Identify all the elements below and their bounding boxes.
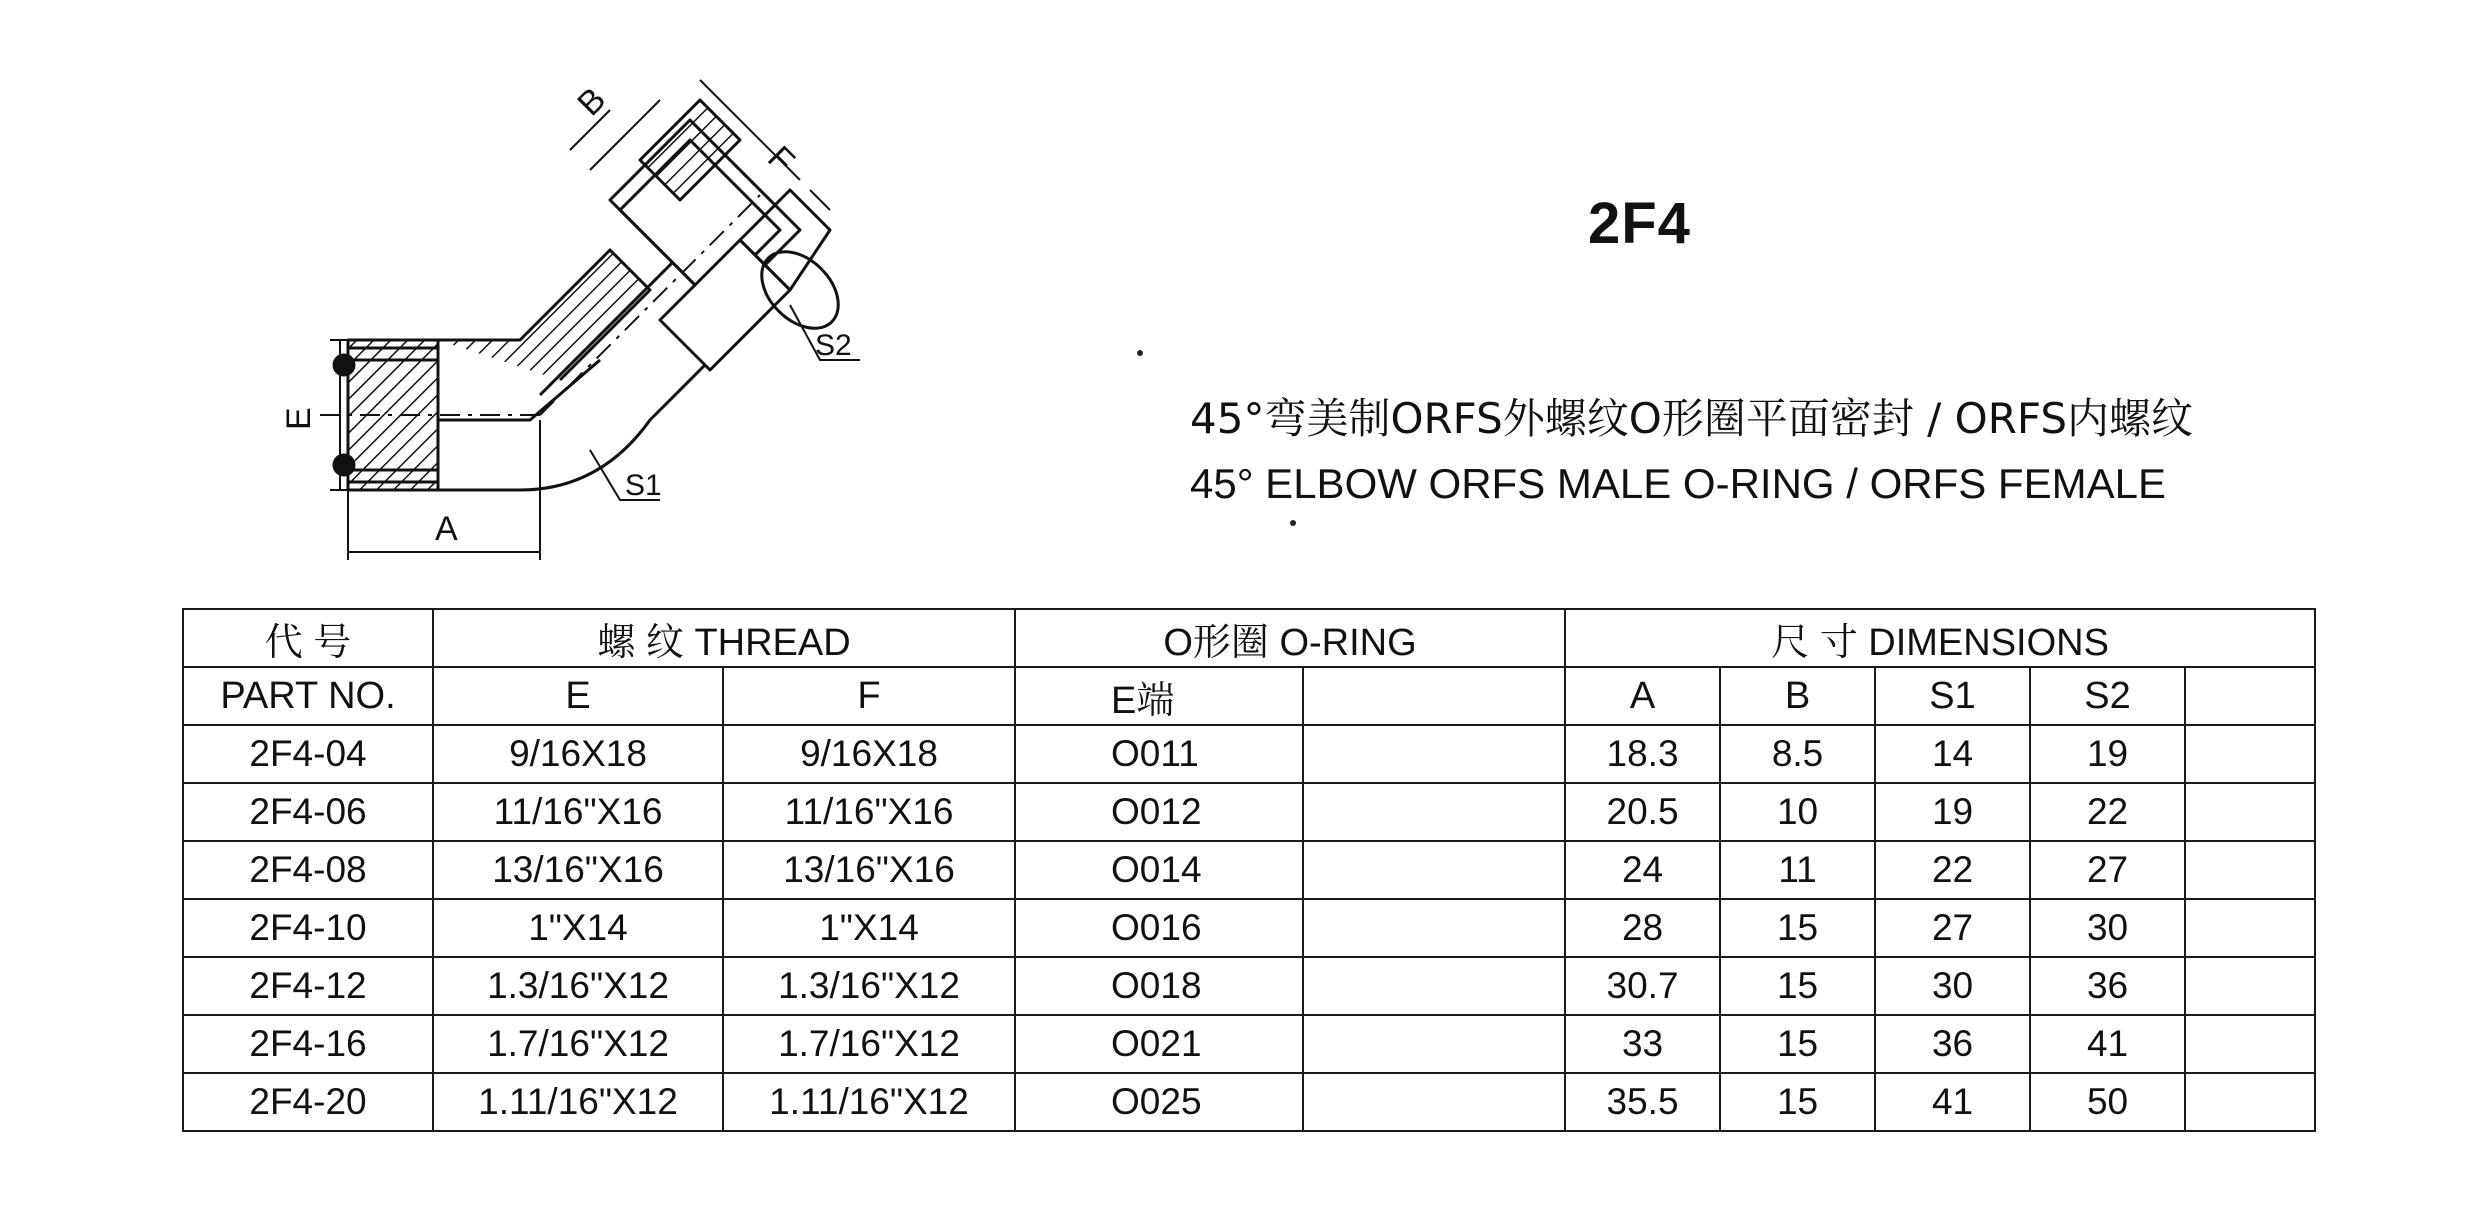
- cell-s2: 19: [2030, 725, 2185, 783]
- cell-extra: [2185, 1015, 2315, 1073]
- cell-extra: [2185, 1073, 2315, 1131]
- cell-e: 9/16X18: [433, 725, 723, 783]
- cell-a: 33: [1565, 1015, 1720, 1073]
- cell-extra: [2185, 841, 2315, 899]
- cell-part: 2F4-04: [183, 725, 433, 783]
- header-s2: S2: [2030, 667, 2185, 725]
- cell-b: 15: [1720, 957, 1875, 1015]
- cell-s2: 50: [2030, 1073, 2185, 1131]
- cell-e: 11/16"X16: [433, 783, 723, 841]
- cell-oring: O012: [1015, 783, 1303, 841]
- cell-f: 11/16"X16: [723, 783, 1015, 841]
- label-s2: S2: [815, 329, 852, 362]
- cell-e: 13/16"X16: [433, 841, 723, 899]
- cell-s1: 19: [1875, 783, 2030, 841]
- scan-speck: [1290, 520, 1296, 526]
- cell-extra: [2185, 899, 2315, 957]
- cell-f: 1.3/16"X12: [723, 957, 1015, 1015]
- cell-oring: O011: [1015, 725, 1303, 783]
- label-f: F: [760, 138, 802, 181]
- cell-s2: 30: [2030, 899, 2185, 957]
- table-row: [183, 1015, 2315, 1073]
- cell-extra: [2185, 783, 2315, 841]
- cell-b: 8.5: [1720, 725, 1875, 783]
- cell-part: 2F4-08: [183, 841, 433, 899]
- table-row: [183, 957, 2315, 1015]
- header-s1: S1: [1875, 667, 2030, 725]
- cell-a: 35.5: [1565, 1073, 1720, 1131]
- o-ring-top: [334, 355, 354, 375]
- cell-f: 13/16"X16: [723, 841, 1015, 899]
- header-oring-blank: [1303, 667, 1565, 725]
- cell-e: 1.3/16"X12: [433, 957, 723, 1015]
- cell-oring-extra: [1303, 725, 1565, 783]
- cell-f: 1"X14: [723, 899, 1015, 957]
- cell-b: 11: [1720, 841, 1875, 899]
- header-part-no: PART NO.: [183, 667, 433, 725]
- label-b: B: [570, 80, 614, 124]
- cell-a: 30.7: [1565, 957, 1720, 1015]
- cell-s1: 30: [1875, 957, 2030, 1015]
- cell-oring-extra: [1303, 1073, 1565, 1131]
- cell-s1: 22: [1875, 841, 2030, 899]
- cell-e: 1.11/16"X12: [433, 1073, 723, 1131]
- cell-e: 1.7/16"X12: [433, 1015, 723, 1073]
- table-row: [183, 725, 2315, 783]
- table-row: [183, 841, 2315, 899]
- cell-oring: O025: [1015, 1073, 1303, 1131]
- cell-s1: 41: [1875, 1073, 2030, 1131]
- cell-s1: 36: [1875, 1015, 2030, 1073]
- cell-part: 2F4-16: [183, 1015, 433, 1073]
- group-header-row: [183, 609, 2315, 667]
- cell-s2: 41: [2030, 1015, 2185, 1073]
- cell-a: 20.5: [1565, 783, 1720, 841]
- header-e-end: E端: [1015, 667, 1303, 725]
- table-row: [183, 783, 2315, 841]
- cell-s2: 36: [2030, 957, 2185, 1015]
- product-title-en: 45° ELBOW ORFS MALE O-RING / ORFS FEMALE: [1190, 460, 2166, 507]
- cell-s2: 27: [2030, 841, 2185, 899]
- header-f: F: [723, 667, 1015, 725]
- cell-s1: 14: [1875, 725, 2030, 783]
- cell-part: 2F4-06: [183, 783, 433, 841]
- cell-s2: 22: [2030, 783, 2185, 841]
- cell-b: 10: [1720, 783, 1875, 841]
- header-dim-blank: [2185, 667, 2315, 725]
- header-part-cn: 代 号: [183, 609, 433, 667]
- scan-speck: [1137, 350, 1143, 356]
- product-code: 2F4: [1588, 191, 1691, 256]
- cell-oring: O018: [1015, 957, 1303, 1015]
- o-ring-bottom: [334, 455, 354, 475]
- table-row: [183, 899, 2315, 957]
- cell-oring-extra: [1303, 783, 1565, 841]
- header-oring: O形圈 O-RING: [1015, 609, 1565, 667]
- cell-f: 1.11/16"X12: [723, 1073, 1015, 1131]
- cell-oring: O021: [1015, 1015, 1303, 1073]
- cell-part: 2F4-20: [183, 1073, 433, 1131]
- cell-e: 1"X14: [433, 899, 723, 957]
- fitting-drawing: [0, 0, 1000, 600]
- cell-s1: 27: [1875, 899, 2030, 957]
- label-e: E: [280, 407, 318, 430]
- cell-b: 15: [1720, 1015, 1875, 1073]
- cell-oring-extra: [1303, 1015, 1565, 1073]
- cell-f: 9/16X18: [723, 725, 1015, 783]
- cell-oring: O016: [1015, 899, 1303, 957]
- header-dimensions: 尺 寸 DIMENSIONS: [1565, 609, 2315, 667]
- sub-header-row: [183, 667, 2315, 725]
- header-a: A: [1565, 667, 1720, 725]
- label-a: A: [435, 510, 458, 548]
- cell-part: 2F4-10: [183, 899, 433, 957]
- cell-oring-extra: [1303, 841, 1565, 899]
- header-thread: 螺 纹 THREAD: [433, 609, 1015, 667]
- cell-a: 24: [1565, 841, 1720, 899]
- cell-a: 18.3: [1565, 725, 1720, 783]
- cell-oring-extra: [1303, 899, 1565, 957]
- spec-table: [182, 608, 2316, 1132]
- product-title-cn: 45°弯美制ORFS外螺纹O形圈平面密封 / ORFS内螺纹: [1190, 394, 2193, 443]
- cell-oring: O014: [1015, 841, 1303, 899]
- cell-a: 28: [1565, 899, 1720, 957]
- cell-oring-extra: [1303, 957, 1565, 1015]
- cell-part: 2F4-12: [183, 957, 433, 1015]
- cell-b: 15: [1720, 1073, 1875, 1131]
- cell-f: 1.7/16"X12: [723, 1015, 1015, 1073]
- cell-extra: [2185, 725, 2315, 783]
- cell-b: 15: [1720, 899, 1875, 957]
- header-e: E: [433, 667, 723, 725]
- header-b: B: [1720, 667, 1875, 725]
- table-row: [183, 1073, 2315, 1131]
- label-s1: S1: [625, 469, 662, 502]
- cell-extra: [2185, 957, 2315, 1015]
